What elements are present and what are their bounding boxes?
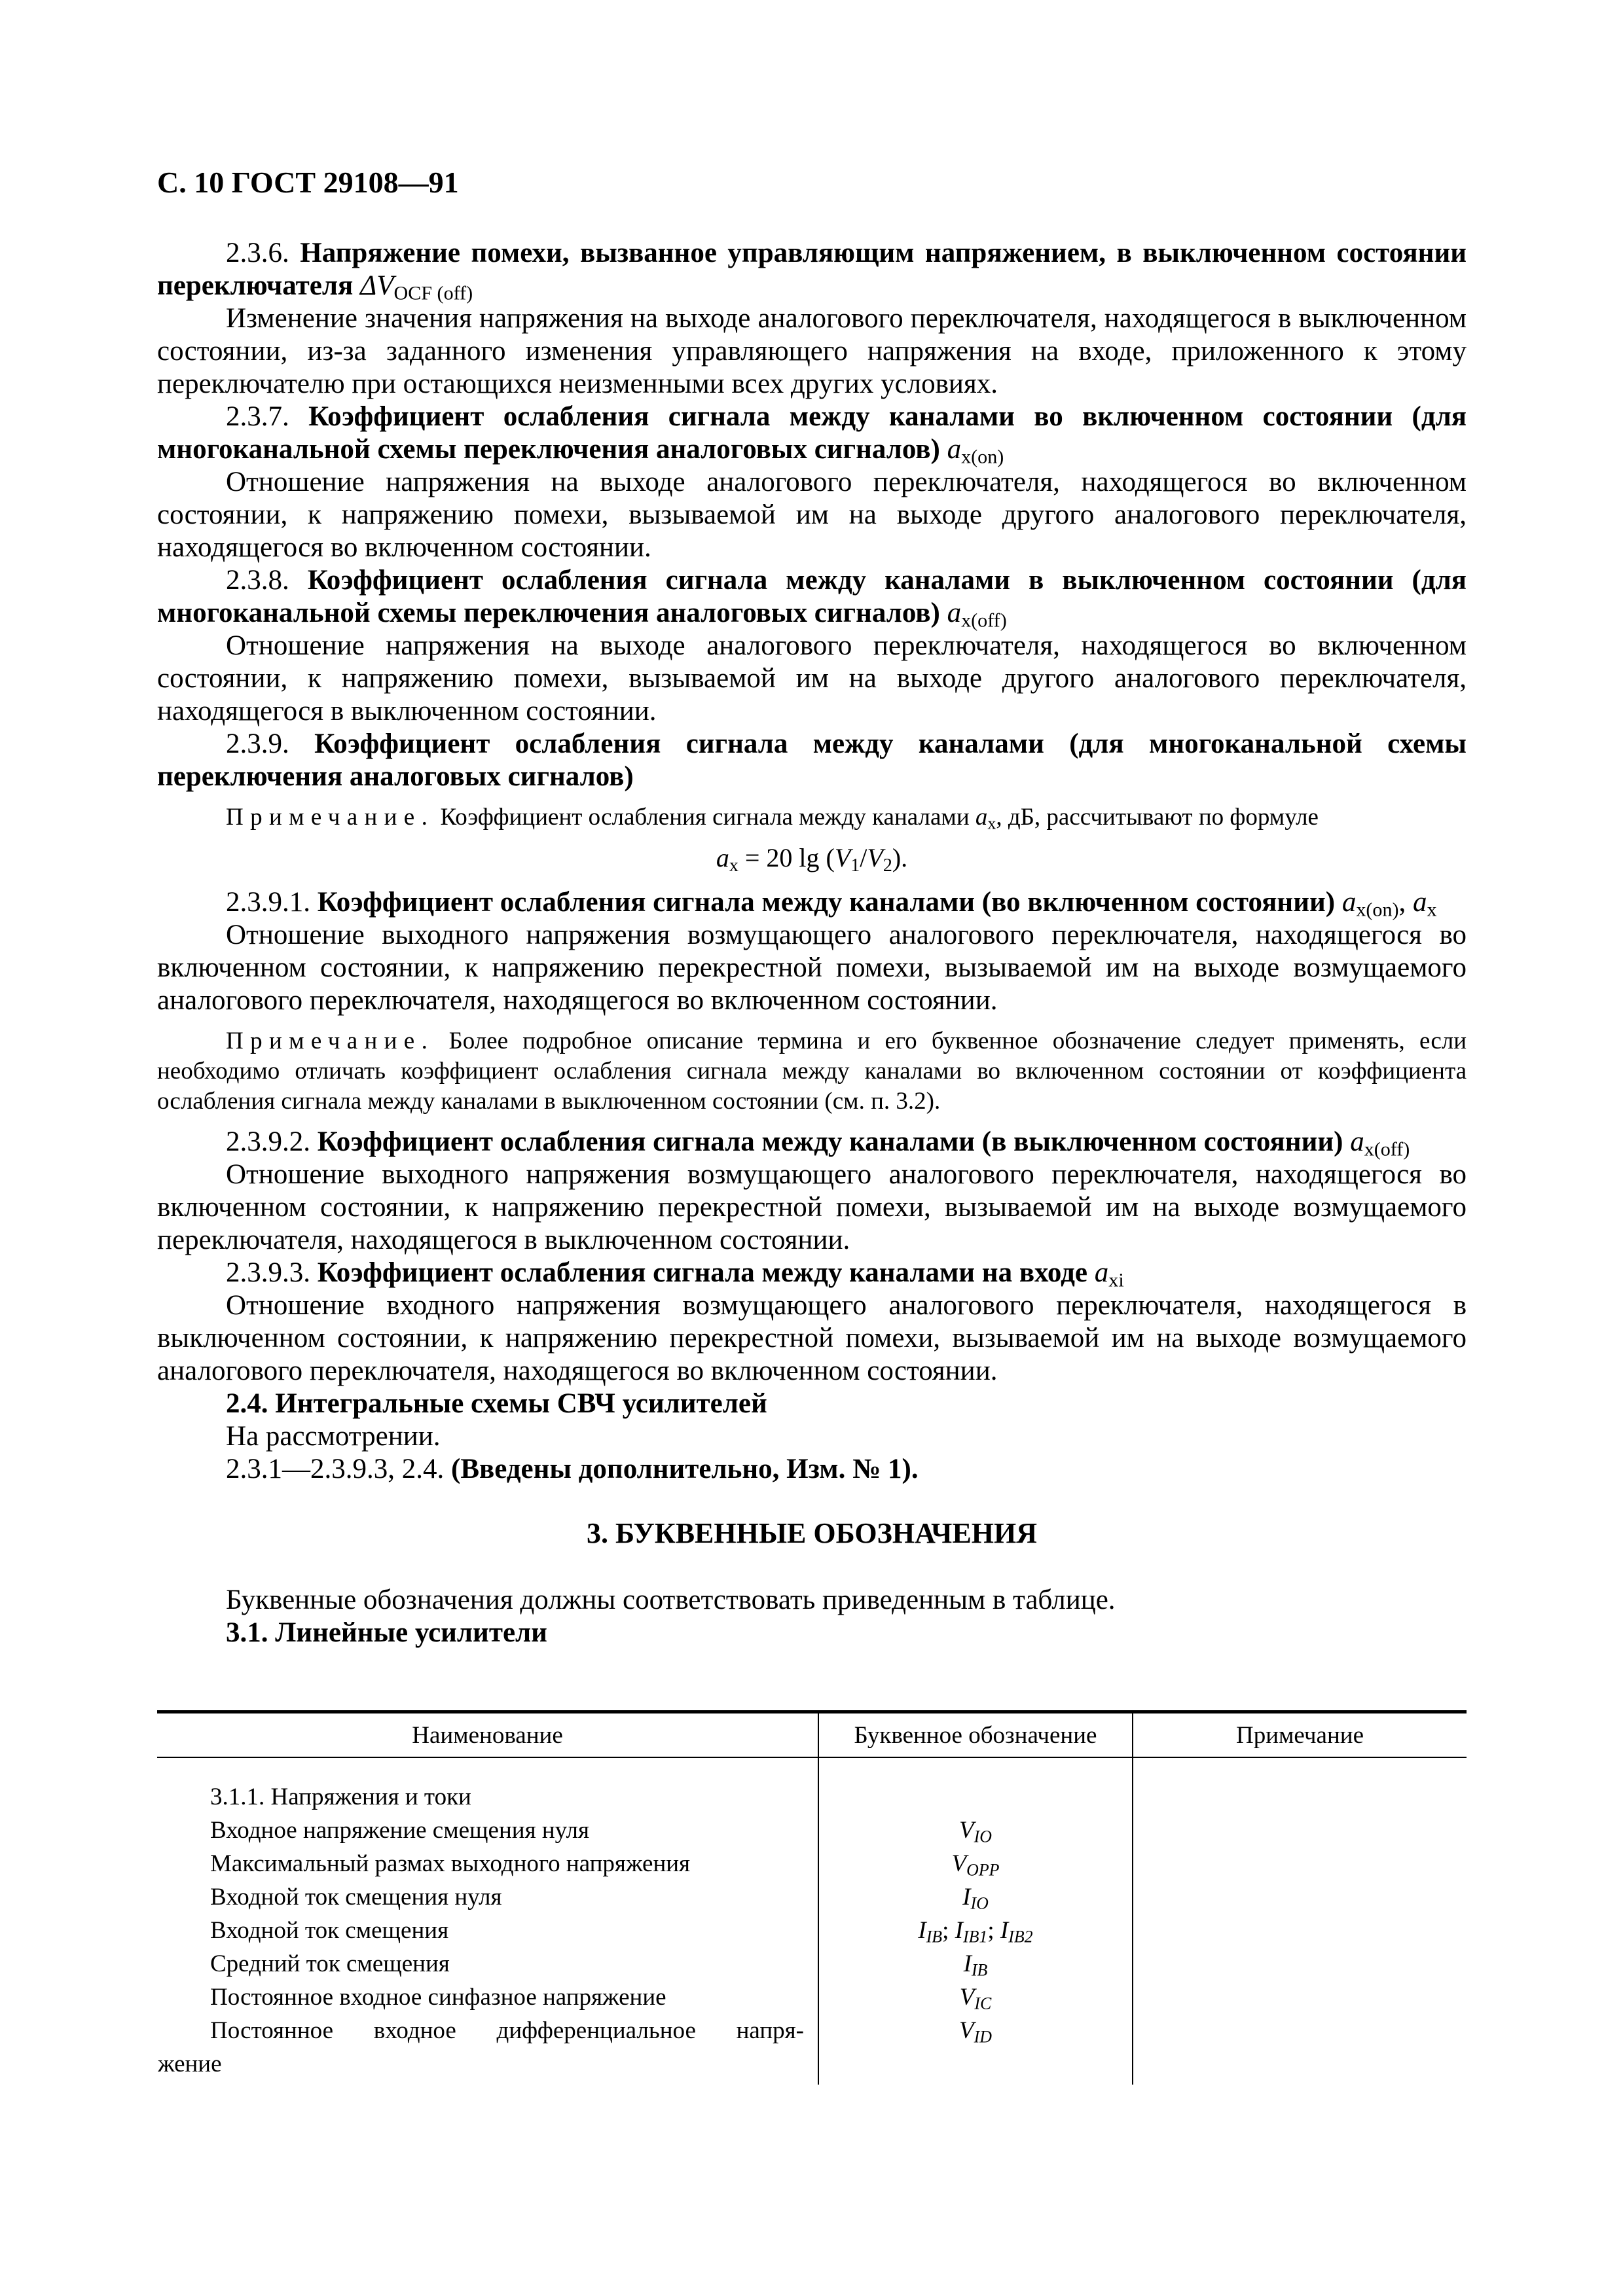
clause-2-3-6 [157, 237, 1467, 302]
table-row-name: Входное напряжение смещения нуля [210, 1817, 589, 1844]
clause-term: Напряжение помехи, вызванное управляющим напряжением, в выключенном состоянии переключателя [157, 238, 1467, 301]
table-header-name: Наименование [157, 1712, 818, 1758]
clause-2-4-text: На рассмотрении. [226, 1421, 441, 1452]
body-text [157, 237, 1467, 1649]
formula-mid: = 20 lg ( [738, 843, 835, 872]
clause-number: 2.3.9.3. [226, 1257, 310, 1288]
table-row [157, 1757, 1467, 2085]
clause-term: Коэффициент ослабления сигнала между каналами (в выключенном состоянии) [317, 1126, 1343, 1157]
formula-lhs: a [716, 843, 729, 872]
formula-v2-sub: 2 [883, 855, 892, 876]
section-3-intro: Буквенные обозначения должны соответствовать приведенным в таблице. [226, 1585, 1116, 1615]
table-symbol-cell [818, 1757, 1133, 2085]
clause-number: 2.3.8. [226, 565, 289, 596]
table-row-name: Постоянное входное дифференциальное напря- [210, 2017, 804, 2044]
table-row-symbol: $V_{IO}$ [959, 1817, 992, 1846]
formula-v1-sub: 1 [850, 855, 860, 876]
clause-term: Коэффициент ослабления сигнала между каналами в выключенном состоянии (для многоканальной схемы переключения аналоговых сигналов) [157, 565, 1467, 628]
table-header-note: Примечание [1133, 1712, 1467, 1758]
clause-symbol-2-sub: x [1427, 898, 1437, 921]
clause-symbol: ΔV [359, 270, 394, 301]
table-name-cell [157, 1757, 818, 2085]
definition-2-3-8: Отношение напряжения на выходе аналогового переключателя, находящегося во включенном состоянии, к напряжению помехи, вызываемой им на выходе другого аналогового переключателя, находящегося в выключенном состоянии. [157, 630, 1467, 726]
clause-2-3-9-1: 2.3.9.1. Коэффициент ослабления сигнала между каналами (во включенном состоянии) $a_{x(on)}$, $a_x$ [226, 887, 1437, 921]
clause-symbol-sub: x(off) [1364, 1138, 1410, 1160]
amendment-text: (Введены дополнительно, Изм. № 1). [451, 1454, 919, 1484]
clause-term: Коэффициент ослабления сигнала между каналами во включенном состоянии (для многоканальной схемы переключения аналоговых сигналов) [157, 401, 1467, 465]
clause-2-3-8 [157, 564, 1467, 630]
table-group-heading: 3.1.1. Напряжения и токи [210, 1784, 471, 1810]
table-row-name: Максимальный размах выходного напряжения [210, 1850, 691, 1877]
section-3-1-title: 3.1. Линейные усилители [226, 1617, 547, 1648]
table-header-symbol: Буквенное обозначение [818, 1712, 1133, 1758]
clause-2-3-9-3 [157, 1257, 1467, 1289]
table-row-symbol: $I_{IB}$; $I_{IB1}$; $I_{IB2}$ [918, 1917, 1033, 1946]
clause-symbol: a [1341, 887, 1357, 918]
table-note-cell [1133, 1757, 1467, 2085]
clause-term: Коэффициент ослабления сигнала между каналами на входе [317, 1257, 1088, 1288]
clause-symbol-2: a [1413, 887, 1427, 918]
note-formula [157, 802, 1467, 833]
section-3-title: 3. БУКВЕННЫЕ ОБОЗНАЧЕНИЯ [586, 1517, 1038, 1549]
clause-number: 2.3.6. [226, 238, 289, 268]
formula [157, 842, 1467, 874]
amendment-ref: 2.3.1—2.3.9.3, 2.4. [226, 1454, 445, 1484]
clause-symbol: a [947, 598, 962, 628]
clause-symbol-sub: x(off) [961, 609, 1007, 632]
note-text: Более подробное описание термина и его буквенное обозначение следует применять, если необходимо отличать коэффициент ослабления сигнала между каналами во включенном состоянии от коэффициента ослабления сигнала между каналами в выключенном состоянии (см. п. 3.2). [157, 1028, 1467, 1115]
clause-2-4-heading [157, 1388, 1467, 1420]
table-symbol-spacer [820, 2047, 1131, 2081]
definition-2-3-9-1: Отношение выходного напряжения возмущающего аналогового переключателя, находящегося во включенном состоянии, к напряжению перекрестной помехи, вызываемой им на выходе возмущаемого аналогового переключателя, находящегося во включенном состоянии. [157, 920, 1467, 1016]
formula-v2: V [867, 843, 883, 872]
page-header: С. 10 ГОСТ 29108—91 [157, 166, 459, 199]
clause-term: Коэффициент ослабления сигнала между каналами (для многоканальной схемы переключения аналоговых сигналов) [157, 728, 1467, 792]
note-detail [157, 1026, 1467, 1117]
clause-2-4-title: 2.4. Интегральные схемы СВЧ усилителей [226, 1388, 767, 1419]
formula-v1: V [834, 843, 851, 872]
clause-symbol-sub: OCF (off) [393, 281, 473, 304]
note-label: Примечание. [226, 1028, 435, 1054]
definition-2-3-9-2: Отношение выходного напряжения возмущающего аналогового переключателя, находящегося во включенном состоянии, к напряжению перекрестной помехи, вызываемой им на выходе возмущаемого переключателя, находящегося в выключенном состоянии. [157, 1159, 1467, 1255]
clause-number: 2.3.7. [226, 401, 289, 432]
table-row-name: Постоянное входное синфазное напряжение [210, 1984, 666, 2011]
clause-term: Коэффициент ослабления сигнала между каналами (во включенном состоянии) [317, 887, 1336, 918]
table-row-name: Входной ток смещения [210, 1917, 449, 1944]
table-row-symbol: $I_{IB}$ [963, 1950, 988, 1980]
note-text-after: , дБ, рассчитывают по формуле [996, 804, 1319, 831]
symbols-table [157, 1710, 1467, 2085]
clause-2-3-9 [157, 728, 1467, 793]
clause-symbol-sub: x(on) [1356, 898, 1399, 921]
note-symbol: a [975, 804, 988, 831]
clause-symbol: a [1350, 1126, 1364, 1157]
formula-end: ). [892, 843, 908, 872]
table-row-symbol: $V_{ID}$ [959, 2017, 992, 2047]
note-label: Примечание. [226, 804, 435, 831]
definition-2-3-6: Изменение значения напряжения на выходе аналогового переключателя, находящегося в выключенном состоянии, из-за заданного изменения управляющего напряжения на входе, приложенного к этому переключателю при остающихся неизменными всех других условиях. [157, 303, 1467, 399]
table-header-row [157, 1712, 1467, 1758]
table-row-name-cont: жение [158, 2051, 222, 2077]
clause-symbol-sub: xi [1108, 1268, 1124, 1291]
formula-slash: / [860, 843, 867, 872]
formula-lhs-sub: x [729, 855, 739, 876]
definition-2-3-7: Отношение напряжения на выходе аналогового переключателя, находящегося во включенном состоянии, к напряжению помехи, вызываемой им на выходе другого аналогового переключателя, находящегося во включенном состоянии. [157, 467, 1467, 563]
clause-number: 2.3.9.2. [226, 1126, 310, 1157]
note-symbol-sub: x [987, 814, 996, 833]
table-row-symbol: $I_{IO}$ [962, 1884, 989, 1913]
table-row-name: Средний ток смещения [210, 1950, 450, 1977]
amendment-note [157, 1453, 1467, 1486]
note-text: Коэффициент ослабления сигнала между каналами [440, 804, 970, 831]
clause-number: 2.3.9.1. [226, 887, 310, 918]
clause-symbol-sub: x(on) [961, 445, 1004, 468]
table-row-symbol: $V_{IC}$ [959, 1984, 992, 2013]
definition-2-3-9-3: Отношение входного напряжения возмущающего аналогового переключателя, находящегося в выключенном состоянии, к напряжению перекрестной помехи, вызываемой им на выходе возмущаемого аналогового переключателя, находящегося во включенном состоянии. [157, 1290, 1467, 1386]
section-3-1-heading [157, 1617, 1467, 1649]
clause-symbol: a [947, 434, 962, 465]
table-row-symbol: $V_{OPP}$ [951, 1850, 1000, 1880]
clause-number: 2.3.9. [226, 728, 289, 759]
table-row-name: Входной ток смещения нуля [210, 1884, 502, 1910]
clause-2-3-7 [157, 401, 1467, 466]
clause-symbol: a [1094, 1257, 1109, 1288]
clause-2-3-9-2 [157, 1126, 1467, 1158]
table-symbol-spacer [820, 1780, 1131, 1814]
